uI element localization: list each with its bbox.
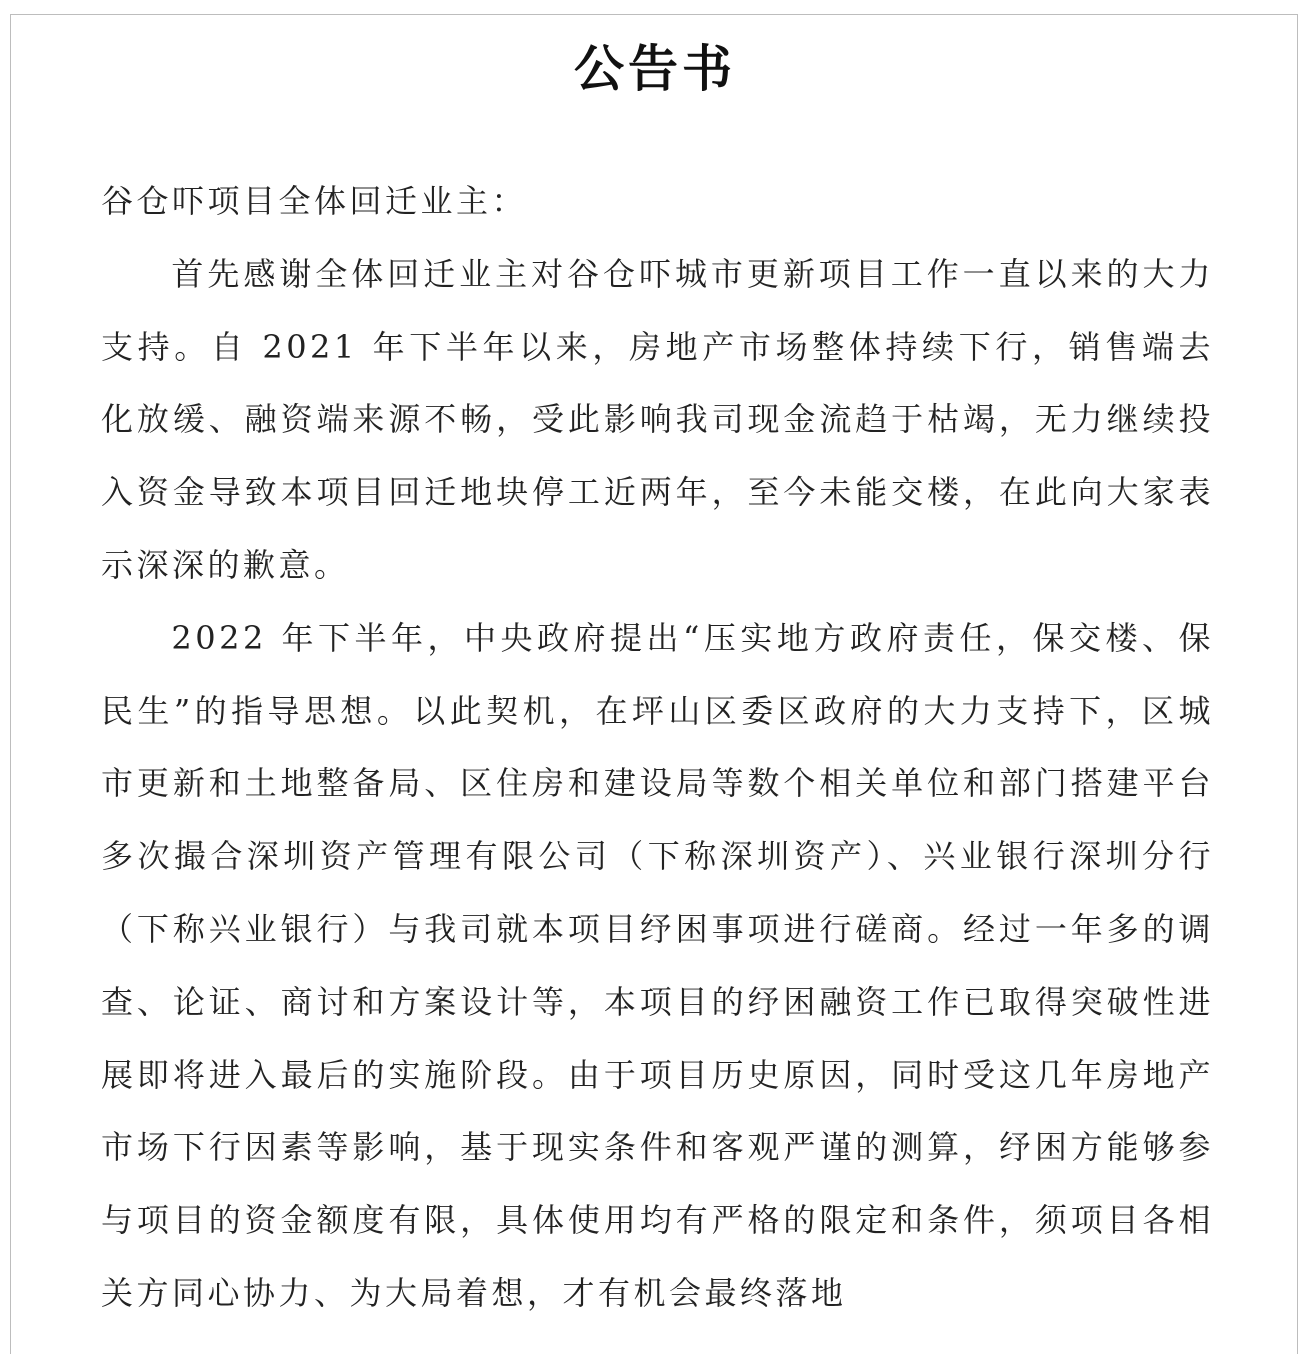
paragraph-1: 首先感谢全体回迁业主对谷仓吓城市更新项目工作一直以来的大力支持。自 2021 年下半年以来，房地产市场整体持续下行，销售端去化放缓、融资端来源不畅，受此影响我司现金流趋于枯竭，无力继续投入资金导致本项目回迁地块停工近两年，至今未能交楼，在此向大家表示深深的歉意。 bbox=[101, 254, 1214, 584]
document-page bbox=[10, 14, 1298, 1354]
document-title: 公告书 bbox=[574, 40, 736, 98]
salutation: 谷仓吓项目全体回迁业主： bbox=[101, 182, 528, 220]
paragraph-2: 2022 年下半年，中央政府提出“压实地方政府责任，保交楼、保民生”的指导思想。以此契机，在坪山区委区政府的大力支持下，区城市更新和土地整备局、区住房和建设局等数个相关单位和部门搭建平台多次撮合深圳资产管理有限公司（下称深圳资产）、兴业银行深圳分行（下称兴业银行）与我司就本项目纾困事项进行磋商。经过一年多的调查、论证、商讨和方案设计等，本项目的纾困融资工作已取得突破性进展即将进入最后的实施阶段。由于项目历史原因，同时受这几年房地产市场下行因素等影响，基于现实条件和客观严谨的测算，纾困方能够参与项目的资金额度有限，具体使用均有严格的限定和条件，须项目各相关方同心协力、为大局着想，才有机会最终落地 bbox=[101, 618, 1214, 1312]
document-body bbox=[101, 165, 1214, 1330]
